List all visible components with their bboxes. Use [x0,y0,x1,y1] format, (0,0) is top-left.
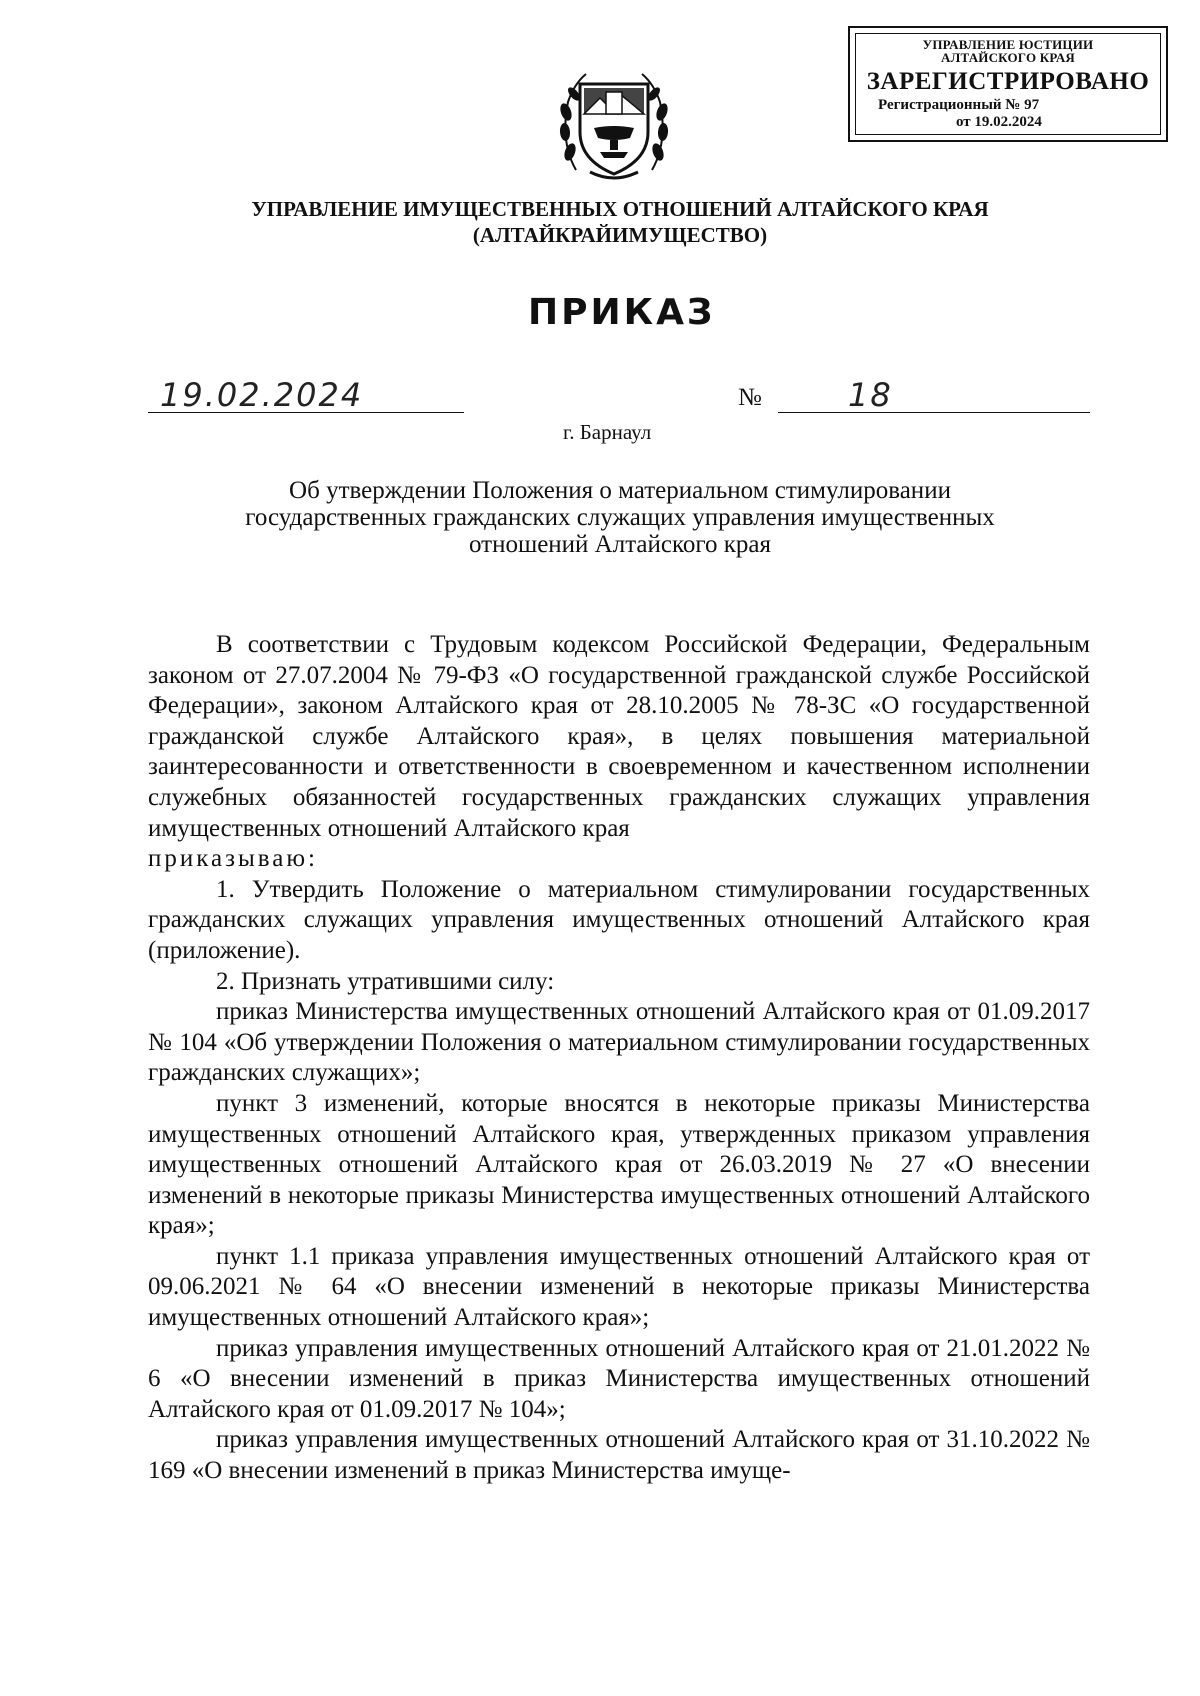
stamp-registered: ЗАРЕГИСТРИРОВАНО [866,68,1150,95]
stamp-reg-date: от 19.02.2024 [956,114,1042,130]
repealed-order-2: пункт 3 изменений, которые вносятся в некоторые приказы Министерства имущественных отношений Алтайского края, утвержденных приказом управления имущественных отношений Алтайского края от 26.03.2019 № 27 «О внесении изменений в некоторые приказы Министерства имущественных отношений Алтайского края»; [148,1089,1090,1240]
document-body [148,630,1090,1487]
handwritten-date: 19.02.2024 [160,376,364,414]
subject-line-3: отношений Алтайского края [468,531,772,558]
stamp-org-line2: АЛТАЙСКОГО КРАЯ [941,50,1075,65]
number-sign: № [738,384,762,411]
org-short-name: (АЛТАЙКРАЙИМУЩЕСТВО) [472,223,768,247]
stamp-org-line1: УПРАВЛЕНИЕ ЮСТИЦИИ [922,37,1094,52]
subject-line-1: Об утверждении Положения о материальном стимулировании [289,477,951,504]
city: г. Барнаул [563,420,652,444]
document-title: ПРИКАЗ [528,292,716,333]
number-underline [778,412,1090,413]
repealed-order-1: приказ Министерства имущественных отношений Алтайского края от 01.09.2017 № 104 «Об утверждении Положения о материальном стимулировании государственных гражданских служащих»; [148,998,1090,1087]
repealed-order-4: приказ управления имущественных отношений Алтайского края от 21.01.2022 № 6 «О внесении изменений в приказ Министерства имущественных отношений Алтайского края от 01.09.2017 № 104»; [148,1334,1090,1423]
stamp-reg-number: Регистрационный № 97 [878,97,1040,113]
repealed-order-3: пункт 1.1 приказа управления имущественных отношений Алтайского края от 09.06.2021 № 64 «О внесении изменений в некоторые приказы Министерства имущественных отношений Алтайского края»; [148,1242,1090,1332]
subject-line-2: государственных гражданских служащих управления имущественных [245,504,995,531]
item-2-paragraph: 2. Признать утратившими силу: [216,967,555,995]
org-name: УПРАВЛЕНИЕ ИМУЩЕСТВЕННЫХ ОТНОШЕНИЙ АЛТАЙСКОГО КРАЯ [251,197,989,221]
order-subject [150,477,1090,558]
date-underline [148,412,464,413]
repealed-order-5: приказ управления имущественных отношений Алтайского края от 31.10.2022 № 169 «О внесении изменений в приказ Министерства имуще- [148,1426,1090,1485]
item-1-paragraph: 1. Утвердить Положение о материальном стимулировании государственных гражданских служащих управления имущественных отношений Алтайского края (приложение). [148,875,1090,964]
registration-stamp [848,26,1168,142]
handwritten-number: 18 [848,376,893,414]
altai-coat-of-arms-icon [554,62,674,186]
order-word: приказываю: [148,845,318,873]
preamble-paragraph: В соответствии с Трудовым кодексом Российской Федерации, Федеральным законом от 27.07.2004 № 79-ФЗ «О государственной гражданской службе Российской Федерации», законом Алтайского края от 28.10.2005 № 78-ЗС «О государственной гражданской службе Алтайского края», в целях повышения материальной заинтересованности и ответственности в своевременном и качественном исполнении служебных обязанностей государственных гражданских служащих управления имущественных отношений Алтайского края [148,631,1090,842]
